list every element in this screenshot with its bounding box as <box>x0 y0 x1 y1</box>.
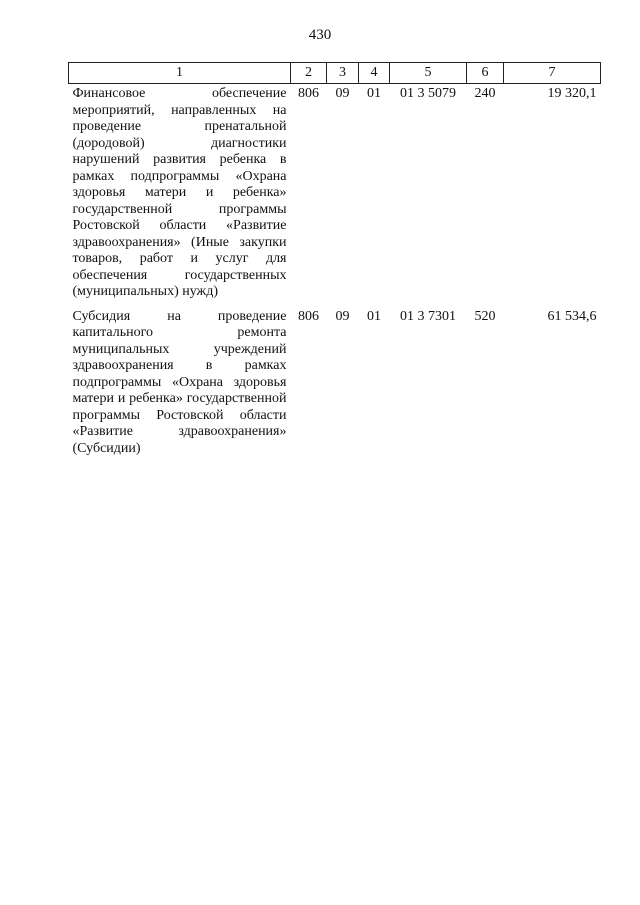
header-cell-6: 6 <box>467 63 504 84</box>
table-row <box>69 84 601 301</box>
row-subsection-code: 01 <box>367 308 381 324</box>
row-expense-type: 240 <box>474 86 496 101</box>
row-subsection-code: 01 <box>367 86 381 101</box>
row-description: Финансовое обеспечение мероприятий, направленных на проведение пренатальной (дородовой) диагностики нарушений развития ребенка в рамках подпрограммы «Охрана здоровья матери и ребенка» государственной программы Ростовской области «Развитие здравоохранения» (Иные закупки товаров, работ и услуг для обеспечения государственных (муниципальных) нужд) <box>72 86 287 299</box>
row-amount: 19 320,1 <box>547 86 597 101</box>
page-number: 430 <box>308 27 332 43</box>
table-row <box>69 307 601 458</box>
row-target-article: 01 3 7301 <box>400 308 456 324</box>
row-ministry-code: 806 <box>298 308 319 324</box>
row-description: Субсидия на проведение капитального ремонта муниципальных учреждений здравоохранения в рамках подпрограммы «Охрана здоровья матери и ребенка» государственной программы Ростовской области «Развитие здравоохранения» (Субсидии) <box>72 308 287 456</box>
header-cell-1: 1 <box>69 63 291 84</box>
header-cell-7: 7 <box>504 63 601 84</box>
table-body <box>69 84 601 458</box>
row-section-code: 09 <box>335 308 350 324</box>
row-target-article: 01 3 5079 <box>400 86 456 101</box>
header-cell-4: 4 <box>359 63 390 84</box>
row-expense-type: 520 <box>474 308 496 324</box>
header-cell-2: 2 <box>291 63 327 84</box>
row-ministry-code: 806 <box>298 86 319 101</box>
header-cell-3: 3 <box>327 63 359 84</box>
row-amount: 61 534,6 <box>547 308 597 324</box>
header-row <box>69 63 601 84</box>
table-header <box>69 63 601 84</box>
header-cell-5: 5 <box>390 63 467 84</box>
row-section-code: 09 <box>335 86 350 101</box>
budget-table <box>68 62 601 457</box>
